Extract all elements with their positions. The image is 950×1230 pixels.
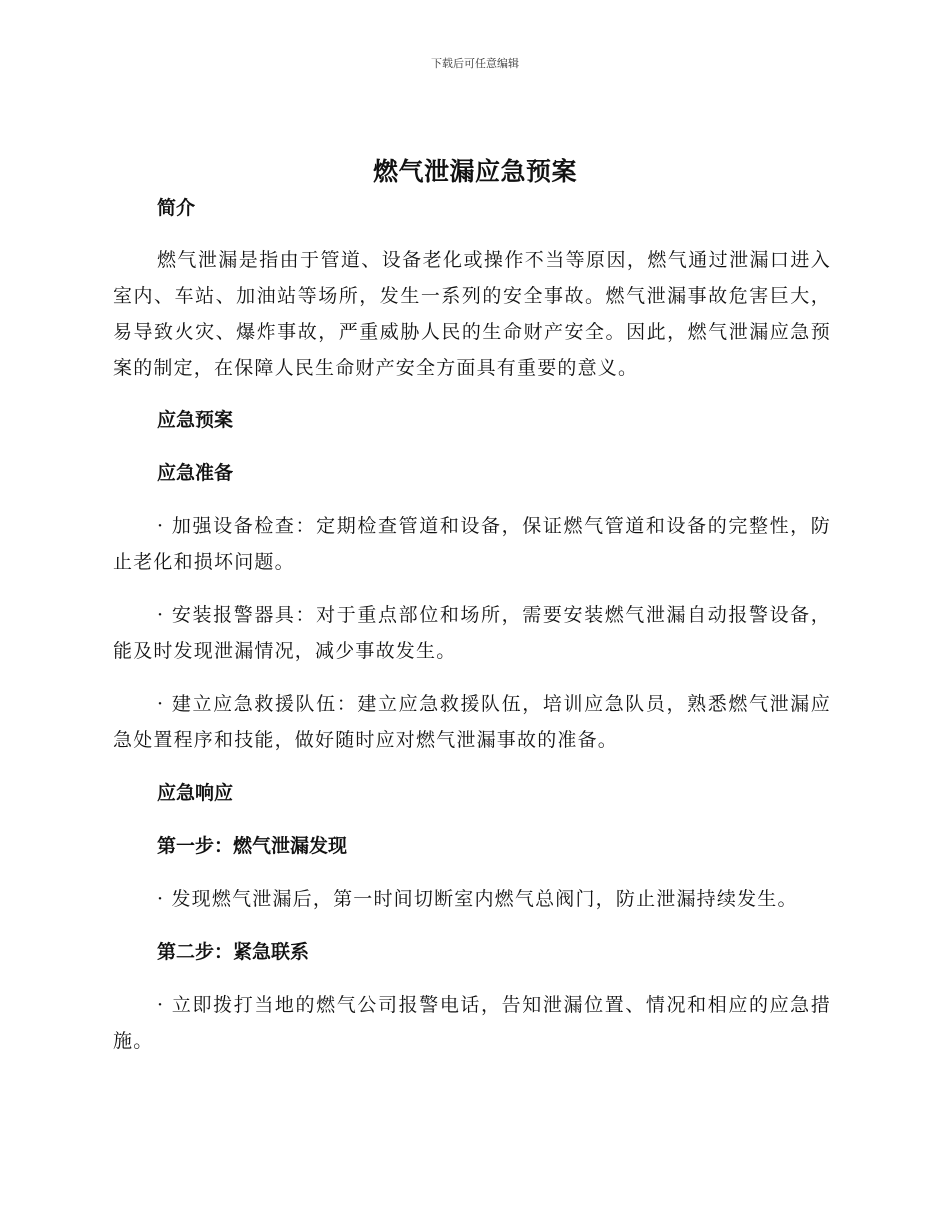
heading-emergency-preparation: 应急准备 — [157, 462, 234, 484]
bullet-install-alarms: · 安装报警器具：对于重点部位和场所，需要安装燃气泄漏自动报警设备，能及时发现泄漏情况，减少事故发生。 — [113, 604, 831, 662]
document-title: 燃气泄漏应急预案 — [372, 157, 577, 186]
document-body — [113, 190, 831, 1059]
heading-emergency-response: 应急响应 — [157, 782, 234, 804]
paragraph-intro: 燃气泄漏是指由于管道、设备老化或操作不当等原因，燃气通过泄漏口进入室内、车站、加油站等场所，发生一系列的安全事故。燃气泄漏事故危害巨大，易导致火灾、爆炸事故，严重威胁人民的生命财产安全。因此，燃气泄漏应急预案的制定，在保障人民生命财产安全方面具有重要的意义。 — [113, 249, 831, 379]
heading-step-two: 第二步：紧急联系 — [157, 941, 310, 963]
header-note: 下载后可任意编辑 — [431, 57, 519, 70]
paragraph-step-one: · 发现燃气泄漏后，第一时间切断室内燃气总阀门，防止泄漏持续发生。 — [157, 888, 798, 910]
bullet-rescue-team: · 建立应急救援队伍：建立应急救援队伍，培训应急队员，熟悉燃气泄漏应急处置程序和技能，做好随时应对燃气泄漏事故的准备。 — [113, 693, 831, 751]
paragraph-step-two: · 立即拨打当地的燃气公司报警电话，告知泄漏位置、情况和相应的应急措施。 — [113, 994, 831, 1052]
bullet-equipment-check: · 加强设备检查：定期检查管道和设备，保证燃气管道和设备的完整性，防止老化和损坏问题。 — [113, 515, 831, 573]
heading-emergency-plan: 应急预案 — [157, 409, 234, 431]
heading-intro: 简介 — [157, 197, 196, 219]
heading-step-one: 第一步：燃气泄漏发现 — [157, 835, 348, 857]
